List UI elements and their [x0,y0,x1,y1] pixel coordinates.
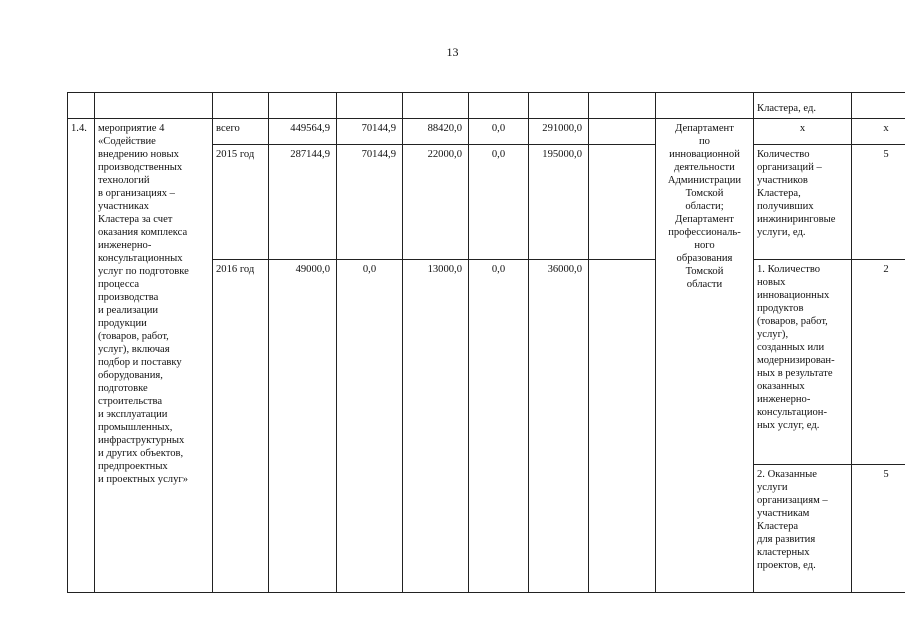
table-row [68,119,905,145]
item-number: 1.4. [68,119,95,593]
federal-cell: 70144,9 [337,119,403,145]
cell-empty [403,93,469,119]
federal-cell: 70144,9 [337,145,403,260]
cell-empty [852,93,905,119]
indicator-name-cell: Кластера, ед. [754,93,852,119]
local-cell: 0,0 [469,260,529,593]
continuation-row [68,93,905,119]
cell-empty [656,93,754,119]
extra-cell: 291000,0 [529,119,589,145]
indicator-value-cell: 2 [852,260,905,465]
total-cell: 49000,0 [269,260,337,593]
indicator-name-cell: х [754,119,852,145]
extra-cell: 195000,0 [529,145,589,260]
regional-cell: 22000,0 [403,145,469,260]
period-cell: 2015 год [213,145,269,260]
cell-empty [337,93,403,119]
executor-cell: Департамент по инновационной деятельности Администрации Томской области; Департамент профессиональ- ного образования Томской области [656,119,754,593]
cell-empty [589,145,656,260]
indicator-value-cell: 5 [852,465,905,593]
indicator-name-cell: 2. Оказанные услуги организациям – участникам Кластера для развития кластерных проектов, ед. [754,465,852,593]
cell-empty [95,93,213,119]
indicator-name-cell: 1. Количество новых инновационных продуктов (товаров, работ, услуг), созданных или модернизирован- ных в результате оказанных инженерно- консультацион- ных услуг, ед. [754,260,852,465]
local-cell: 0,0 [469,145,529,260]
indicator-name-cell: Количество организаций – участников Кластера, получивших инжиниринговые услуги, ед. [754,145,852,260]
program-table [67,92,905,593]
period-cell: всего [213,119,269,145]
regional-cell: 13000,0 [403,260,469,593]
cell-empty [213,93,269,119]
total-cell: 287144,9 [269,145,337,260]
cell-empty [68,93,95,119]
cell-empty [589,260,656,593]
item-name: мероприятие 4 «Содействие внедрению новых производственных технологий в организациях – участниках Кластера за счет оказания комплекса инженерно- консультационных услуг по подготовке процесса производства и реализации продукции (товаров, работ, услуг), включая подбор и поставку оборудования, подготовке строительства и эксплуатации промышленных, инфраструктурных и других объектов, предпроектных и проектных услуг» [95,119,213,593]
total-cell: 449564,9 [269,119,337,145]
cell-empty [269,93,337,119]
indicator-value-cell: х [852,119,905,145]
federal-cell: 0,0 [337,260,403,593]
indicator-value-cell: 5 [852,145,905,260]
extra-cell: 36000,0 [529,260,589,593]
local-cell: 0,0 [469,119,529,145]
cell-empty [589,119,656,145]
period-cell: 2016 год [213,260,269,593]
cell-empty [469,93,529,119]
regional-cell: 88420,0 [403,119,469,145]
cell-empty [589,93,656,119]
page-number: 13 [446,45,459,59]
cell-empty [529,93,589,119]
